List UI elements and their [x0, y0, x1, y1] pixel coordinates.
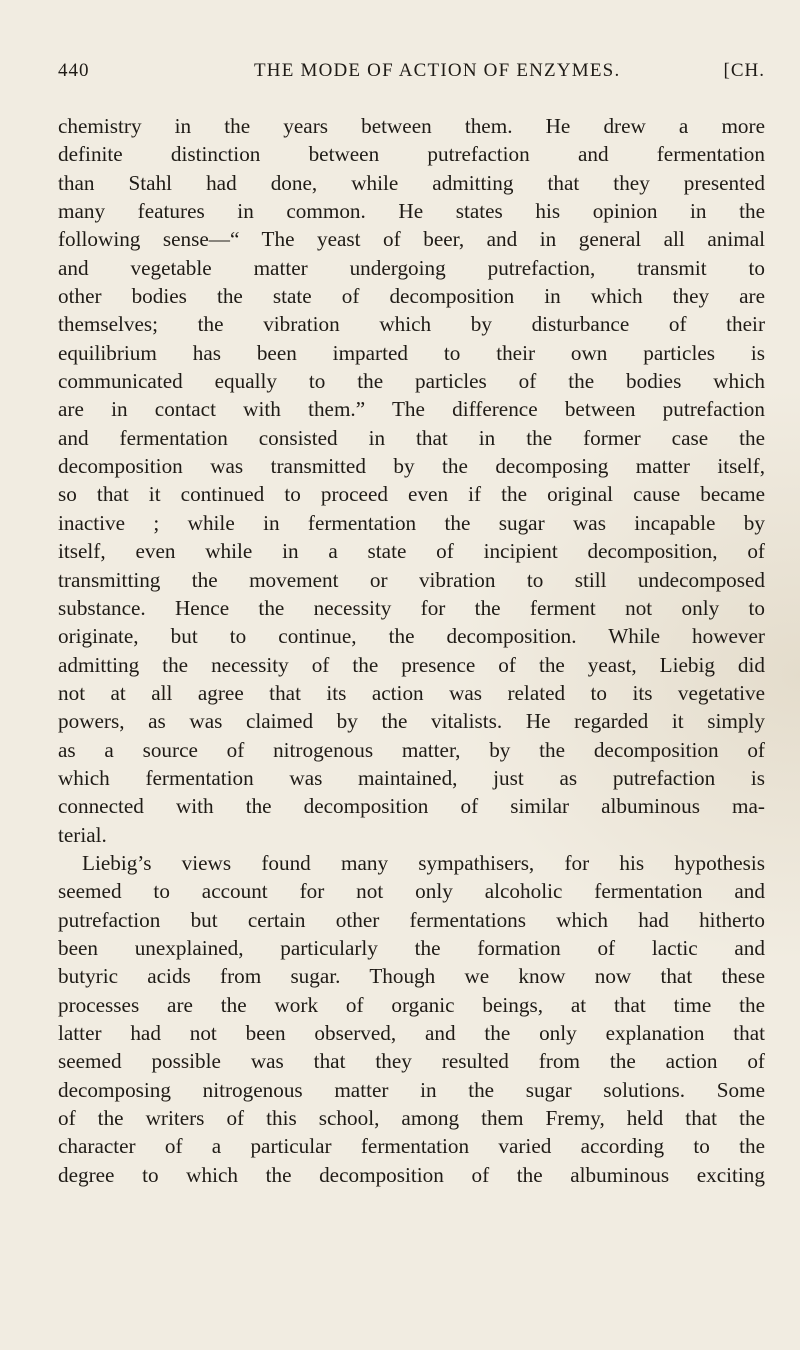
chapter-mark: [CH.: [723, 60, 765, 81]
text-line: inactive ; while in fermentation the sugar was incapable by: [58, 510, 765, 535]
text-line: communicated equally to the particles of the bodies which: [58, 369, 765, 394]
text-line: degree to which the decomposition of the albuminous exciting: [58, 1162, 765, 1187]
text-line: many features in common. He states his opinion in the: [58, 199, 765, 224]
text-line: equilibrium has been imparted to their own particles is: [58, 340, 765, 365]
text-line: and vegetable matter undergoing putrefaction, transmit to: [58, 255, 765, 280]
text-line: as a source of nitrogenous matter, by the decomposition of: [58, 737, 765, 762]
paragraph-end-line: terial.: [58, 822, 107, 847]
text-line: been unexplained, particularly the formation of lactic and: [58, 935, 765, 960]
text-line: of the writers of this school, among them Fremy, held that the: [58, 1106, 765, 1131]
text-line: and fermentation consisted in that in the former case the: [58, 425, 765, 450]
text-line: are in contact with them.” The difference between putrefaction: [58, 397, 765, 422]
text-line: putrefaction but certain other fermentations which had hitherto: [58, 907, 765, 932]
text-line: butyric acids from sugar. Though we know now that these: [58, 964, 765, 989]
text-line: not at all agree that its action was related to its vegetative: [58, 680, 765, 705]
text-line: other bodies the state of decomposition in which they are: [58, 284, 765, 309]
text-line: seemed possible was that they resulted from the action of: [58, 1049, 765, 1074]
text-line: character of a particular fermentation varied according to the: [58, 1134, 765, 1159]
text-line: originate, but to continue, the decomposition. While however: [58, 624, 765, 649]
body-text: [58, 112, 765, 1189]
page-number: 440: [58, 60, 90, 81]
text-line: themselves; the vibration which by disturbance of their: [58, 312, 765, 337]
text-line: definite distinction between putrefaction and fermentation: [58, 142, 765, 167]
text-line: following sense—“ The yeast of beer, and in general all animal: [58, 227, 765, 252]
text-line: seemed to account for not only alcoholic fermentation and: [58, 879, 765, 904]
text-line: which fermentation was maintained, just as putrefaction is: [58, 765, 765, 790]
text-line: decomposing nitrogenous matter in the sugar solutions. Some: [58, 1077, 765, 1102]
running-head: [58, 60, 765, 90]
text-line: chemistry in the years between them. He drew a more: [58, 114, 765, 138]
text-line: processes are the work of organic beings, at that time the: [58, 992, 765, 1017]
text-line: so that it continued to proceed even if the original cause became: [58, 482, 765, 507]
running-title: THE MODE OF ACTION OF ENZYMES.: [254, 60, 621, 81]
text-line: decomposition was transmitted by the decomposing matter itself,: [58, 454, 765, 479]
paragraph-first-line: Liebig’s views found many sympathisers, for his hypothesis: [82, 850, 765, 875]
text-line: than Stahl had done, while admitting that they presented: [58, 170, 765, 195]
text-line: admitting the necessity of the presence of the yeast, Liebig did: [58, 652, 765, 677]
text-line: powers, as was claimed by the vitalists. He regarded it simply: [58, 709, 765, 734]
text-line: transmitting the movement or vibration to still undecomposed: [58, 567, 765, 592]
text-line: substance. Hence the necessity for the ferment not only to: [58, 595, 765, 620]
text-line: connected with the decomposition of similar albuminous ma-: [58, 794, 765, 819]
text-line: latter had not been observed, and the only explanation that: [58, 1021, 765, 1045]
text-line: itself, even while in a state of incipient decomposition, of: [58, 539, 765, 564]
